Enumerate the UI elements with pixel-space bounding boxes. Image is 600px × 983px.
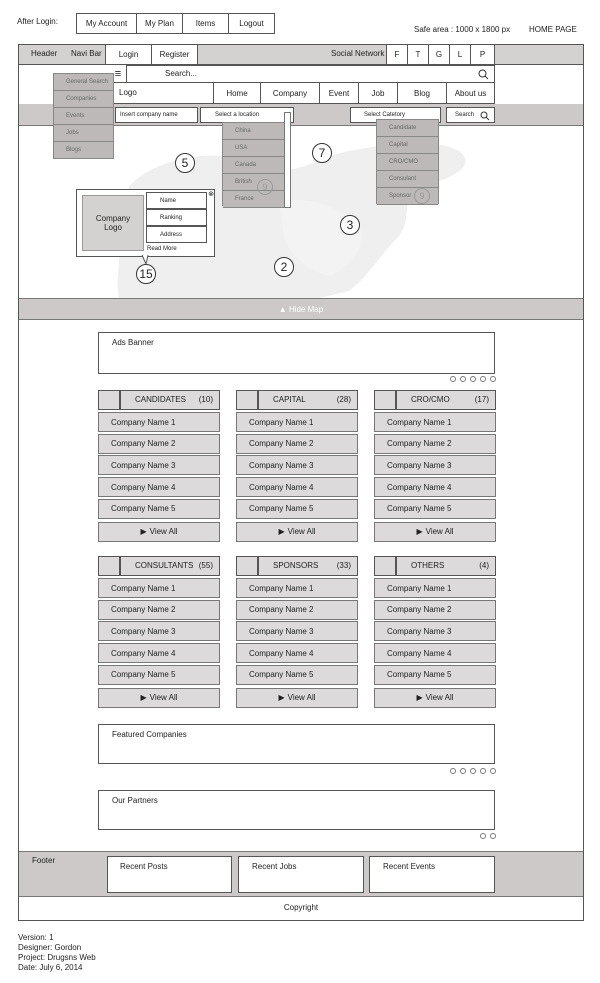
company-list-item[interactable]: Company Name 1: [236, 412, 358, 432]
company-logo: Company Logo: [82, 195, 144, 251]
project-note: Project: Drugsns Web: [18, 953, 96, 962]
company-list-item[interactable]: Company Name 5: [236, 499, 358, 519]
ads-pager-dot[interactable]: [450, 376, 456, 382]
view-all-button[interactable]: [98, 522, 220, 542]
nav-home[interactable]: Home: [213, 82, 261, 104]
safe-area-note: Safe area : 1000 x 1800 px: [414, 25, 511, 34]
category-count: (33): [336, 561, 351, 570]
recent-jobs-label: Recent Jobs: [252, 862, 297, 871]
navi-bar-label: Navi Bar: [71, 49, 102, 58]
company-list-item[interactable]: Company Name 1: [98, 412, 220, 432]
filter-search-label: Search: [455, 112, 475, 118]
category-count: (55): [198, 561, 213, 570]
view-all-button[interactable]: [236, 522, 358, 542]
pinterest-icon[interactable]: P: [470, 44, 495, 65]
featured-pager-dot[interactable]: [480, 768, 486, 774]
category-header[interactable]: [396, 556, 496, 576]
location-badge: 9: [257, 179, 273, 195]
category-option-candidate[interactable]: Candidate: [377, 120, 438, 137]
play-icon: ▶: [278, 527, 285, 536]
category-title: OTHERS: [411, 561, 445, 570]
location-option-british[interactable]: British: [223, 174, 284, 191]
hamburger-icon[interactable]: ≡: [114, 68, 122, 80]
category-count: (28): [336, 395, 351, 404]
company-list-item[interactable]: Company Name 5: [98, 499, 220, 519]
recent-posts-section: [107, 856, 232, 893]
hide-map-button[interactable]: ▲ Hide Map: [19, 298, 583, 320]
search-input[interactable]: [126, 65, 495, 83]
items-link[interactable]: Items: [182, 13, 229, 34]
header-bar: [18, 44, 584, 65]
ads-banner[interactable]: [98, 332, 495, 374]
date-note: Date: July 6, 2014: [18, 963, 83, 972]
footer-label: Footer: [32, 856, 56, 865]
map-marker-3[interactable]: 3: [340, 215, 360, 235]
company-list-item[interactable]: Company Name 2: [374, 600, 496, 620]
ads-banner-label: Ads Banner: [112, 338, 154, 347]
view-all-label: View All: [149, 527, 178, 536]
partners-pager-dot[interactable]: [480, 833, 486, 839]
view-all-label: View All: [287, 527, 316, 536]
company-list-item[interactable]: Company Name 3: [98, 621, 220, 641]
map-marker-15[interactable]: 15: [136, 264, 156, 284]
search-type-events[interactable]: Events: [54, 108, 113, 125]
search-icon[interactable]: [478, 69, 489, 80]
copyright: Copyright: [283, 902, 319, 912]
popup-name-field: Name: [146, 192, 207, 209]
category-icon: [236, 390, 258, 410]
our-partners-section: [98, 790, 495, 830]
nav-about-us[interactable]: About us: [446, 82, 495, 104]
view-all-label: View All: [425, 693, 454, 702]
search-type-general[interactable]: General Search: [54, 74, 113, 91]
recent-posts-label: Recent Posts: [120, 862, 168, 871]
featured-pager-dot[interactable]: [470, 768, 476, 774]
google-icon[interactable]: G: [428, 44, 450, 65]
login-button[interactable]: Login: [105, 44, 152, 65]
close-icon[interactable]: ⊗: [208, 191, 214, 198]
play-icon: ▶: [140, 527, 147, 536]
linkedin-icon[interactable]: L: [449, 44, 471, 65]
search-placeholder: Search...: [165, 69, 198, 78]
company-list-item[interactable]: Company Name 1: [374, 578, 496, 598]
location-dropdown: [222, 122, 285, 206]
social-network-label: Social Network: [331, 49, 385, 58]
nav-company[interactable]: Company: [260, 82, 320, 104]
company-list-item[interactable]: Company Name 4: [98, 477, 220, 497]
my-plan-link[interactable]: My Plan: [136, 13, 183, 34]
my-account-link[interactable]: My Account: [76, 13, 137, 34]
recent-events-label: Recent Events: [383, 862, 436, 871]
map-marker-2[interactable]: 2: [274, 257, 294, 277]
view-all-button[interactable]: [374, 688, 496, 708]
location-scrollbar[interactable]: [284, 112, 291, 208]
page-name: HOME PAGE: [529, 25, 577, 34]
search-type-blogs[interactable]: Blogs: [54, 142, 113, 159]
view-all-button[interactable]: [236, 688, 358, 708]
popup-pointer: [140, 255, 150, 265]
category-icon: [98, 556, 120, 576]
company-list-item[interactable]: Company Name 5: [374, 499, 496, 519]
featured-companies-label: Featured Companies: [112, 730, 187, 739]
company-list-item[interactable]: Company Name 3: [98, 455, 220, 475]
company-list-item[interactable]: Company Name 4: [374, 477, 496, 497]
category-header[interactable]: [120, 556, 220, 576]
company-list-item[interactable]: Company Name 5: [98, 665, 220, 685]
location-option-canada[interactable]: Canada: [223, 157, 284, 174]
ads-pager-dot[interactable]: [480, 376, 486, 382]
company-list-item[interactable]: Company Name 3: [374, 621, 496, 641]
category-dropdown: [376, 119, 439, 204]
play-icon: ▶: [416, 527, 423, 536]
company-list-item[interactable]: Company Name 2: [236, 434, 358, 454]
recent-jobs-section: [238, 856, 364, 893]
company-list-item[interactable]: Company Name 1: [236, 578, 358, 598]
company-list-item[interactable]: Company Name 2: [374, 434, 496, 454]
play-icon: ▶: [140, 693, 147, 702]
location-select[interactable]: [200, 107, 294, 123]
view-all-label: View All: [149, 693, 178, 702]
popup-address-field: Address: [146, 226, 207, 243]
nav-blog[interactable]: Blog: [397, 82, 447, 104]
location-option-china[interactable]: China: [223, 123, 284, 140]
company-list-item[interactable]: Company Name 3: [236, 455, 358, 475]
location-select-label: Select a location: [215, 112, 260, 118]
category-count: (4): [479, 561, 489, 570]
company-name-input[interactable]: Insert company name: [115, 107, 198, 123]
category-count: (17): [474, 395, 489, 404]
our-partners-label: Our Partners: [112, 796, 158, 805]
search-type-jobs[interactable]: Jobs: [54, 125, 113, 142]
category-title: SPONSORS: [273, 561, 319, 570]
search-type-menu: [53, 73, 114, 159]
category-header[interactable]: [120, 390, 220, 410]
twitter-icon[interactable]: T: [407, 44, 429, 65]
company-popup: [76, 189, 215, 257]
view-all-button[interactable]: [98, 688, 220, 708]
nav-event[interactable]: Event: [319, 82, 359, 104]
category-title: CANDIDATES: [135, 395, 186, 404]
search-icon: [480, 111, 490, 121]
company-list-item[interactable]: Company Name 4: [374, 643, 496, 663]
category-icon: [374, 390, 396, 410]
popup-read-more-link[interactable]: Read More: [147, 246, 177, 252]
map-marker-5[interactable]: 5: [175, 153, 195, 173]
company-list-item[interactable]: Company Name 3: [236, 621, 358, 641]
company-list-item[interactable]: Company Name 2: [98, 434, 220, 454]
logo[interactable]: Logo: [119, 88, 137, 97]
popup-ranking-field: Ranking: [146, 209, 207, 226]
facebook-icon[interactable]: F: [386, 44, 408, 65]
category-title: CRO/CMO: [411, 395, 450, 404]
category-option-cro-cmo[interactable]: CRO/CMO: [377, 154, 438, 171]
filter-search-button[interactable]: [446, 107, 495, 123]
featured-companies-section: [98, 724, 495, 764]
featured-pager-dot[interactable]: [460, 768, 466, 774]
search-type-companies[interactable]: Companies: [54, 91, 113, 108]
ads-pager-dot[interactable]: [460, 376, 466, 382]
company-list-item[interactable]: Company Name 4: [98, 643, 220, 663]
company-list-item[interactable]: Company Name 4: [236, 643, 358, 663]
view-all-button[interactable]: [374, 522, 496, 542]
nav-job[interactable]: Job: [358, 82, 398, 104]
featured-pager-dot[interactable]: [490, 768, 496, 774]
category-count: (10): [198, 395, 213, 404]
view-all-label: View All: [287, 693, 316, 702]
company-list-item[interactable]: Company Name 5: [374, 665, 496, 685]
ads-pager-dot[interactable]: [490, 376, 496, 382]
category-icon: [374, 556, 396, 576]
company-list-item[interactable]: Company Name 1: [374, 412, 496, 432]
category-title: CAPITAL: [273, 395, 306, 404]
category-icon: [98, 390, 120, 410]
location-option-france[interactable]: France: [223, 191, 284, 208]
logout-link[interactable]: Logout: [228, 13, 275, 34]
featured-pager-dot[interactable]: [450, 768, 456, 774]
designer-note: Designer: Gordon: [18, 943, 82, 952]
partners-pager-dot[interactable]: [490, 833, 496, 839]
play-icon: ▶: [416, 693, 423, 702]
company-list-item[interactable]: Company Name 3: [374, 455, 496, 475]
category-select-label: Select Catetory: [364, 112, 406, 118]
category-option-capital[interactable]: Capital: [377, 137, 438, 154]
ads-pager-dot[interactable]: [470, 376, 476, 382]
register-button[interactable]: Register: [151, 44, 198, 65]
category-title: CONSULTANTS: [135, 561, 194, 570]
company-list-item[interactable]: Company Name 4: [236, 477, 358, 497]
category-badge: 9: [414, 188, 430, 204]
category-header[interactable]: [258, 556, 358, 576]
play-icon: ▶: [278, 693, 285, 702]
company-list-item[interactable]: Company Name 1: [98, 578, 220, 598]
company-list-item[interactable]: Company Name 5: [236, 665, 358, 685]
version-note: Version: 1: [18, 933, 54, 942]
view-all-label: View All: [425, 527, 454, 536]
map-marker-7[interactable]: 7: [312, 143, 332, 163]
category-header[interactable]: [258, 390, 358, 410]
company-list-item[interactable]: Company Name 2: [98, 600, 220, 620]
category-icon: [236, 556, 258, 576]
header-label: Header: [31, 49, 58, 58]
location-option-usa[interactable]: USA: [223, 140, 284, 157]
company-list-item[interactable]: Company Name 2: [236, 600, 358, 620]
category-header[interactable]: [396, 390, 496, 410]
after-login-label: After Login:: [17, 17, 58, 26]
category-option-sponsor[interactable]: Sponsor: [377, 188, 438, 205]
recent-events-section: [369, 856, 495, 893]
category-option-consulant[interactable]: Consulant: [377, 171, 438, 188]
